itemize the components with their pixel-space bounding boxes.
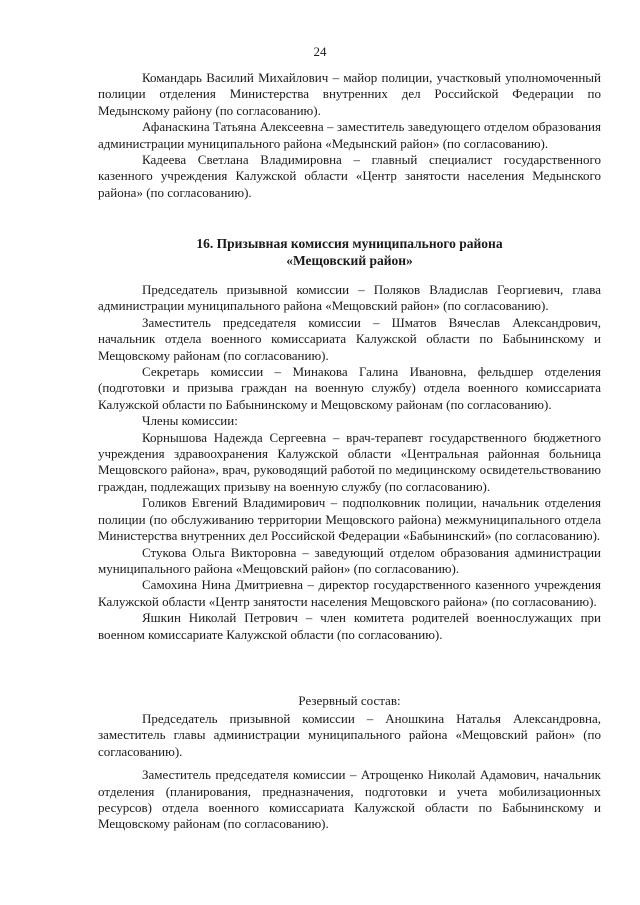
section-heading — [98, 235, 601, 269]
page-number: 24 — [313, 44, 327, 59]
member-paragraph: Самохина Нина Дмитриевна – директор государственного казенного учреждения Калужской области «Центр занятости населения Мещовского района» (по согласованию). — [98, 577, 601, 609]
member-paragraph: Стукова Ольга Викторовна – заведующий отделом образования администрации муниципального района «Мещовский район» (по согласованию). — [98, 544, 601, 576]
member-paragraph: Командарь Василий Михайлович – майор полиции, участковый уполномоченный полиции отделения Министерства внутренних дел Российской Федерации по Медынскому району (по согласованию). — [98, 70, 601, 118]
reserve-chair-paragraph: Председатель призывной комиссии – Аношкина Наталья Александровна, заместитель главы администрации муниципального района «Мещовский район» (по согласованию). — [98, 711, 601, 759]
commission-members-continued — [98, 70, 601, 201]
reserve-composition — [98, 711, 601, 833]
member-paragraph: Яшкин Николай Петрович – член комитета родителей военнослужащих при военном комиссариате Калужской области (по согласованию). — [98, 610, 601, 642]
member-paragraph: Кадеева Светлана Владимировна – главный специалист государственного казенного учреждения Калужской области «Центр занятости населения Медынского района» (по согласованию). — [98, 152, 601, 200]
secretary-paragraph: Секретарь комиссии – Минакова Галина Ивановна, фельдшер отделения (подготовки и призыва граждан на военную службу) отдела военного комиссариата Калужской области по Бабынинскому и Мещовскому районам (по согласованию). — [98, 364, 601, 412]
member-paragraph: Голиков Евгений Владимирович – подполковник полиции, начальник отделения полиции (по обслуживанию территории Мещовского района) межмуниципального отдела Министерства внутренних дел Российской Федерации «Бабынинский» (по согласованию). — [98, 495, 601, 544]
deputy-paragraph: Заместитель председателя комиссии – Шматов Вячеслав Александрович, начальник отдела военного комиссариата Калужской области по Бабынинскому и Мещовскому районам (по согласованию). — [98, 314, 601, 363]
member-paragraph: Корнышова Надежда Сергеевна – врач-терапевт государственного бюджетного учреждения здравоохранения Калужской области «Центральная районная больница Мещовского района», врач, руководящий работой по медицинскому освидетельствованию граждан, подлежащих призыву на военную службу (по согласованию). — [98, 429, 601, 494]
reserve-title: Резервный состав: — [298, 693, 401, 708]
section-heading-line1: 16. Призывная комиссия муниципального района — [196, 236, 503, 251]
members-label: Члены комиссии: — [142, 413, 238, 429]
chair-paragraph: Председатель призывной комиссии – Поляков Владислав Георгиевич, глава администрации муниципального района «Мещовский район» (по согласованию). — [98, 282, 601, 314]
member-paragraph: Афанаскина Татьяна Алексеевна – заместитель заведующего отделом образования администрации муниципального района «Медынский район» (по согласованию). — [98, 119, 601, 151]
section-heading-line2: «Мещовский район» — [286, 253, 413, 268]
reserve-deputy-paragraph: Заместитель председателя комиссии – Атрощенко Николай Адамович, начальник отделения (планирования, предназначения, подготовки и учета мобилизационных ресурсов) отдела военного комиссариата Калужской области по Бабынинскому и Мещовскому районам (по согласованию). — [98, 767, 601, 832]
commission-composition — [98, 282, 601, 643]
